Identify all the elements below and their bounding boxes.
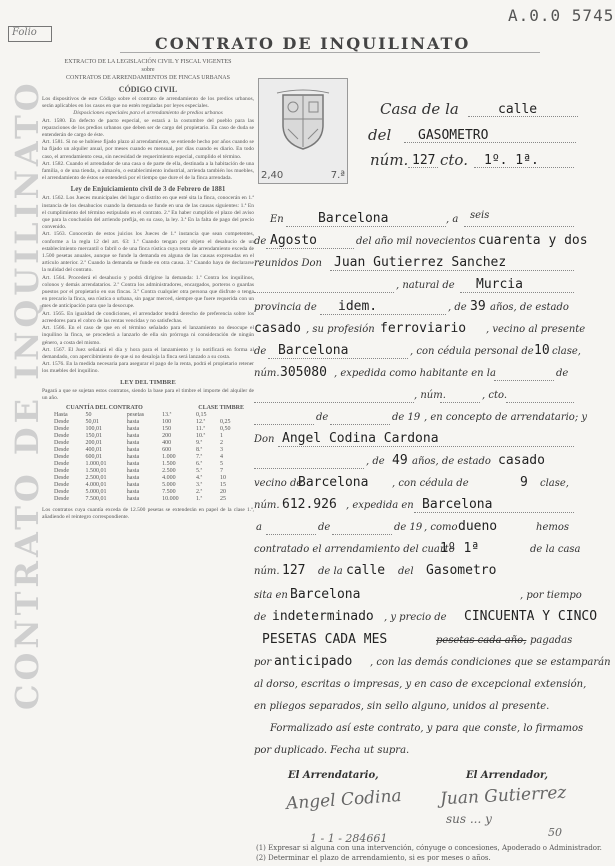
folio-box: Folio: [8, 26, 52, 42]
tenant-profession: ferroviario: [380, 321, 467, 336]
table-cell: hasta: [126, 439, 140, 446]
text: años, de estado: [490, 302, 569, 313]
table-cell: 400,01: [85, 446, 102, 453]
text: En: [270, 214, 284, 225]
extract-subheading: Disposiciones especiales para el arrendamiento de predios urbanos: [73, 110, 223, 117]
text: del: [398, 566, 414, 577]
tenant-province: idem.: [338, 299, 378, 314]
table-cell: 2.500: [162, 467, 176, 474]
rent-period: PESETAS CADA MES: [262, 632, 388, 647]
text: vecino de: [254, 478, 303, 489]
casa-via: calle: [498, 102, 538, 117]
table-cell: 1.ª: [195, 495, 203, 502]
table-cell: 20: [219, 488, 226, 495]
text: pesetas cada año,: [436, 635, 527, 646]
text: clase,: [552, 346, 581, 357]
table-cell: Desde: [54, 460, 69, 467]
table-cell: hasta: [126, 432, 140, 439]
tenant-age: 39: [470, 299, 486, 314]
table-cell: hasta: [126, 418, 140, 425]
table-cell: 5: [219, 460, 223, 467]
extract-paragraph: Los dispositivos de este Código sobre el contrato de arrendamiento de los predios urbanos, serán aplicables en los casos en que no estén reguladas por leyes especiales.: [42, 96, 254, 110]
street-type: calle: [346, 563, 386, 578]
extract-paragraph: Art. 1582. Cuando el arrendador de una casa o de parte de ella, destinada a la habitación de una familia, o de una tienda, o almacén, o establecimiento industrial, arrienda también los muebles, el arrendamiento de éstos se entenderá por el tiempo que dure el de la finca arrendada.: [42, 160, 254, 182]
contract-year: cuarenta y dos: [478, 233, 588, 248]
table-cell: 200: [162, 432, 172, 439]
tenant-cedula-class: 10: [534, 343, 550, 358]
extract-paragraph: Art. 1564. Procederá el desahucio y podrá dirigirse la demanda: 1.º Contra los inquilinos, colonos y demás arrendatarios. 2.º Contra los administradores, encargados, porteros o guardas puestos por el propietario en sus fincas. 3.º Contra cualquier otra persona que disfrute o tenga en precario la finca, sea rústica o urbana, sin pagar merced, siempre que fuere requerida con un mes de anticipación para que la desocupe.: [42, 274, 254, 310]
table-cell: 4: [219, 453, 223, 460]
table-cell: 25: [219, 495, 226, 502]
table-cell: 50: [85, 411, 92, 418]
owner-signature: Juan Gutierrez: [439, 782, 567, 810]
text: , con las demás condiciones que se estamparán: [370, 657, 611, 668]
table-cell: 5.000,01: [85, 488, 107, 495]
contract-day: seis: [470, 210, 490, 221]
table-cell: hasta: [126, 474, 140, 481]
text: clase,: [540, 478, 569, 489]
table-cell: 0,50: [219, 425, 231, 432]
extract-paragraph: Los contratos cuya cuantía exceda de 12.500 pesetas se extenderán en papel de la clase 1.ª, añadiendo el reintegro correspondiente.: [42, 506, 254, 521]
owner-civil-status: casado: [498, 453, 545, 468]
text: de la casa: [530, 544, 581, 555]
text: por: [254, 657, 272, 668]
text: , expedida en: [346, 500, 414, 511]
text: de: [556, 368, 569, 379]
casa-num-label: núm.: [370, 151, 409, 169]
table-cell: 5.000: [162, 481, 176, 488]
tarifa-header: [66, 405, 244, 411]
table-cell: 10: [219, 474, 226, 481]
table-cell: Desde: [54, 432, 69, 439]
ley-heading: Ley de Enjuiciamiento civil de 3 de Febrero de 1881: [70, 185, 226, 194]
text: , como: [424, 522, 458, 533]
table-cell: 13.ª: [162, 411, 172, 418]
payment-terms: anticipado: [274, 654, 353, 669]
text: pagadas: [530, 635, 573, 646]
table-row: [52, 468, 242, 475]
table-cell: Desde: [54, 418, 69, 425]
table-cell: 9.ª: [195, 439, 203, 446]
text: Formalizado así este contrato, y para que conste, lo firmamos: [270, 723, 584, 734]
document-title: CONTRATO DE INQUILINATO: [155, 34, 471, 53]
table-cell: 600: [162, 446, 172, 453]
table-cell: 2.ª: [195, 488, 203, 495]
text: de: [254, 346, 267, 357]
text: , su profesión: [306, 324, 375, 335]
table-cell: 4.000,01: [85, 481, 107, 488]
footnote-1: (1) Expresar si alguna con una intervención, cónyuge o concesiones, Apoderado o Administrador.: [256, 844, 602, 852]
table-cell: 7.500,01: [85, 495, 107, 502]
table-row: [52, 489, 242, 496]
table-row: [52, 426, 242, 433]
extract-paragraph: Art. 1566. En el caso de que en el término señalado para el lanzamiento no desocupe el inquilino la finca, se procederá a lanzarlo de ella sin prórroga ni consideración de ningún género, a costa del mismo.: [42, 325, 254, 346]
text: a: [256, 522, 262, 533]
tenant-civil-status: casado: [254, 321, 301, 336]
tarifa-header-clase: CLASE TIMBRE: [198, 404, 244, 411]
table-row: [52, 447, 242, 454]
text: de: [318, 522, 331, 533]
extract-paragraph: Pagará a que se sujetan estos contratos, siendo la base para el timbre el importe del alquiler de un año.: [42, 387, 254, 401]
table-cell: 50,01: [85, 418, 99, 425]
extract-paragraph: Art. 1580. En defecto de pacto especial, se estará a la costumbre del pueblo para las reparaciones de los predios urbanos que deben ser de cargo del propietario. En caso de duda se entenderán de cargo de éste.: [42, 117, 254, 139]
arrendatario-label: El Arrendatario,: [288, 770, 379, 781]
text: , en concepto de arrendatario; y: [424, 412, 588, 423]
archive-reference: A.0.0 5745: [508, 6, 615, 25]
rent-amount-words: CINCUENTA Y CINCO: [464, 609, 598, 624]
owner-age: 49: [392, 453, 408, 468]
table-cell: 100,01: [85, 425, 102, 432]
table-cell: Desde: [54, 453, 69, 460]
text: de: [254, 236, 267, 247]
table-cell: 5.ª: [195, 467, 203, 474]
table-cell: pesetas: [126, 411, 145, 418]
owner-role: dueno: [458, 519, 498, 534]
table-cell: 150: [162, 425, 172, 432]
table-cell: Desde: [54, 425, 69, 432]
signature-flourish: sus ... y: [446, 812, 492, 826]
table-cell: 0,25: [219, 418, 231, 425]
street-name: Gasometro: [426, 563, 497, 578]
casa-del-label: del: [368, 126, 392, 144]
lease-duration: indeterminado: [272, 609, 374, 624]
contract-month: Agosto: [270, 233, 317, 248]
table-cell: hasta: [126, 425, 140, 432]
casa-cto-label: cto.: [440, 151, 468, 169]
text: , vecino al presente: [486, 324, 586, 335]
owner-cedula-class: 9: [520, 475, 528, 490]
tenant-signature: Angel Codina: [285, 785, 403, 815]
stamp-value: 2,40: [261, 170, 284, 181]
tarifa-header-cuantia: CUANTÍA DEL CONTRATO: [66, 404, 143, 411]
text: de: [254, 612, 267, 623]
ley-timbre-heading: LEY DEL TIMBRE: [120, 378, 176, 386]
table-cell: 2.500,01: [85, 474, 107, 481]
table-cell: Desde: [54, 474, 69, 481]
extract-heading-contracts: CONTRATOS DE ARRENDAMIENTOS DE FINCAS URBANAS: [66, 75, 230, 81]
table-cell: 10.000: [162, 495, 179, 502]
table-cell: 200,01: [85, 439, 102, 446]
text: núm.: [254, 500, 280, 511]
table-cell: hasta: [126, 453, 140, 460]
tenant-origin: Murcia: [476, 277, 523, 292]
text: sita en: [254, 590, 288, 601]
table-cell: hasta: [126, 467, 140, 474]
text: , expedida como habitante en la: [334, 368, 496, 379]
text: núm.: [254, 566, 280, 577]
extract-paragraph: Art. 1567. El Juez señalará el día y hora para el lanzamiento y lo notificará en forma al demandado, con apercibimiento de que si no desaloja la finca será lanzado a su costa.: [42, 346, 254, 360]
text: , con cédula de: [392, 478, 469, 489]
table-cell: 3.ª: [195, 481, 203, 488]
extract-heading-sub: sobre: [141, 67, 155, 73]
table-row: [52, 461, 242, 468]
text: de 19: [392, 412, 421, 423]
arrendador-label: El Arrendador,: [466, 770, 548, 781]
table-cell: Desde: [54, 467, 69, 474]
coat-of-arms-icon: [273, 89, 333, 153]
owner-residence: Barcelona: [298, 475, 369, 490]
table-cell: 12.ª: [195, 418, 206, 425]
table-row: [52, 454, 242, 461]
table-cell: Desde: [54, 439, 69, 446]
text: contratado el arrendamiento del cuarto: [254, 544, 455, 555]
casa-number: 127: [412, 153, 436, 168]
text: , de: [366, 456, 385, 467]
table-cell: 1.500,01: [85, 467, 107, 474]
table-cell: 4.ª: [195, 474, 203, 481]
vertical-banner: [2, 79, 46, 720]
table-row: [52, 496, 242, 503]
owner-cedula-number: 612.926: [282, 497, 337, 512]
table-cell: Desde: [54, 495, 69, 502]
text: de 19: [394, 522, 423, 533]
table-cell: Desde: [54, 446, 69, 453]
text: de la: [318, 566, 343, 577]
text: , y precio de: [384, 612, 447, 623]
fiscal-stamp: [258, 78, 348, 184]
text: , núm.: [414, 390, 446, 401]
text: hemos: [536, 522, 569, 533]
casa-piso: 1º. 1ª.: [484, 153, 539, 168]
table-row: [52, 482, 242, 489]
extract-paragraph: Art. 1565. En igualdad de condiciones, el arrendador tendrá derecho de preferencia sobre los acreedores para el cobro de las rentas vencidas y no satisfechas.: [42, 310, 254, 324]
table-cell: 8.ª: [195, 446, 203, 453]
legislation-extract: [42, 58, 254, 848]
text: años, de estado: [412, 456, 491, 467]
text: al dorso, escritas o impresas, y en caso de excepcional extensión,: [254, 679, 587, 690]
text: , de: [448, 302, 467, 313]
casa-label: Casa de la: [380, 100, 459, 118]
text: , cto.: [482, 390, 507, 401]
footnote-2: (2) Determinar el plazo de arrendamiento, si es por meses o años.: [256, 854, 491, 862]
table-cell: hasta: [126, 488, 140, 495]
table-cell: Desde: [54, 481, 69, 488]
table-cell: 150,01: [85, 432, 102, 439]
table-cell: 2: [219, 439, 223, 446]
table-cell: 15: [219, 481, 226, 488]
table-row: [52, 412, 242, 419]
table-cell: hasta: [126, 446, 140, 453]
table-cell: hasta: [126, 481, 140, 488]
contract-city: Barcelona: [318, 211, 389, 226]
table-cell: 0,15: [195, 411, 207, 418]
table-cell: 600,01: [85, 453, 102, 460]
table-row: [52, 433, 242, 440]
rented-flat: 1º 1ª: [440, 541, 480, 556]
text: Don: [254, 434, 275, 445]
table-cell: 11.ª: [195, 425, 205, 432]
tenant-name: Juan Gutierrez Sanchez: [334, 255, 507, 270]
text: , natural de: [396, 280, 455, 291]
extract-paragraph: Art. 1581. Si no se hubiese fijado plazo al arrendamiento, se entiende hecho por años cuando se ha fijado un alquiler anual, por meses cuando es mensual, por días cuando es diario. En todo caso, el arrendamiento cesa, sin necesidad de requerimiento especial, cumplido el término.: [42, 139, 254, 160]
stamp-duty-table: [52, 412, 242, 503]
extract-heading: EXTRACTO DE LA LEGISLACIÓN CIVIL Y FISCAL VIGENTES: [64, 59, 232, 65]
vertical-banner-text: CONTRATO DE INQUILINATO: [8, 79, 46, 710]
table-cell: 7.ª: [195, 453, 203, 460]
table-cell: Desde: [54, 488, 69, 495]
table-cell: 400: [162, 439, 172, 446]
text: provincia de: [254, 302, 317, 313]
extract-paragraph: Art. 1562. Los Jueces municipales del lugar o distrito en que esté sita la finca, conocerán en 1.ª instancia de los desahucios cuando la demanda se funde en una de las causas siguientes: 1.ª En el cumplimiento del término estipulado en el contrato. 2.ª En haber cumplido el plazo del aviso que para la conclusión del arriendo prefija, en su caso, la ley. 3.ª En la falta de pago del precio convenido.: [42, 195, 254, 231]
text: núm.: [254, 368, 280, 379]
table-cell: 1.000,01: [85, 460, 107, 467]
text: , por tiempo: [520, 590, 582, 601]
table-cell: hasta: [126, 460, 140, 467]
table-row: [52, 475, 242, 482]
table-cell: 6.ª: [195, 460, 203, 467]
extract-paragraph: Art. 1563. Conocerán de estos juicios los Jueces de 1.ª instancia que sean competentes, conforme a la regla 12 del art. 63: 1.º Cuando tengan por objeto el desahucio de un establecimiento mercantil o fabril o de una finca rústica cuya renta de arrendamiento exceda de 1.500 pesetas anuales, aunque se funde la demanda en alguna de las causas expresadas en el artículo anterior. 2.º Cuando la demanda se funde en otra causa. 3.º Cuando haya de declararse la nulidad del contrato.: [42, 231, 254, 274]
table-cell: 3: [219, 446, 223, 453]
table-cell: 1: [219, 432, 223, 439]
text: del año mil novecientos: [356, 236, 476, 247]
property-city: Barcelona: [290, 587, 361, 602]
handwritten-number: 1 - 1 - 284661: [310, 832, 388, 845]
text: , a: [446, 214, 459, 225]
stamp-class: 7.ª: [330, 170, 345, 181]
table-cell: 7: [219, 467, 223, 474]
text: de: [316, 412, 329, 423]
codigo-civil-heading: CÓDIGO CIVIL: [118, 85, 178, 94]
table-cell: 1.500: [162, 460, 176, 467]
table-cell: 100: [162, 418, 172, 425]
extract-paragraph: Art. 1576. En la medida necesaria para asegurar el pago de la renta, podrá el propietario retener los muebles del inquilino.: [42, 361, 254, 375]
table-cell: Hasta: [54, 411, 68, 418]
text: reunidos Don: [254, 258, 322, 269]
text: por duplicado. Fecha ut supra.: [254, 745, 410, 756]
owner-name: Angel Codina Cardona: [282, 431, 439, 446]
margin-mark: 50: [548, 826, 562, 839]
text: en pliegos separados, sin sello alguno, unidos al presente.: [254, 701, 550, 712]
tenant-cedula-number: 305080: [280, 365, 327, 380]
house-number: 127: [282, 563, 306, 578]
table-cell: 1.000: [162, 453, 176, 460]
text: , con cédula personal de: [410, 346, 534, 357]
casa-street: GASOMETRO: [418, 128, 489, 143]
tenant-residence: Barcelona: [278, 343, 349, 358]
table-cell: 4.000: [162, 474, 176, 481]
table-cell: 7.500: [162, 488, 176, 495]
table-row: [52, 440, 242, 447]
table-cell: hasta: [126, 495, 140, 502]
owner-cedula-issued: Barcelona: [422, 497, 493, 512]
table-row: [52, 419, 242, 426]
table-cell: 10.ª: [195, 432, 206, 439]
